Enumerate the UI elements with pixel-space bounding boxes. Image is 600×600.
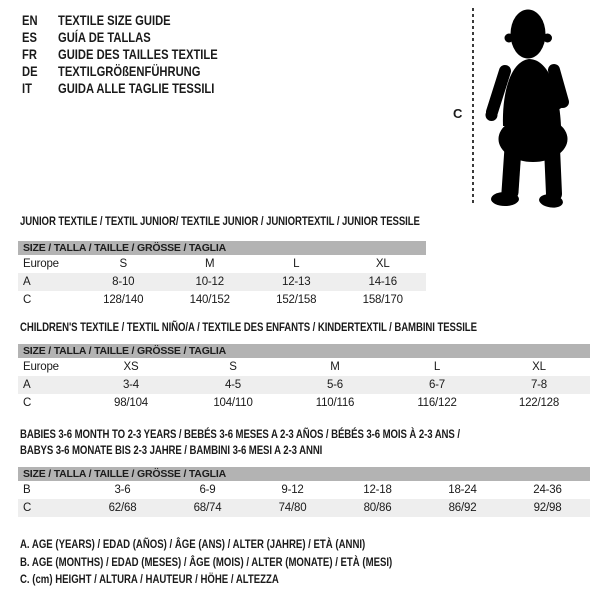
height-dashed-line (472, 8, 474, 206)
table-cell: 5-6 (326, 379, 344, 391)
table-row (18, 376, 590, 394)
guide-title-de: TEXTILGRÖßENFÜHRUNG (58, 63, 201, 79)
table-cell: S (229, 361, 237, 373)
row-label: C (23, 397, 32, 409)
table-cell: 110/116 (315, 397, 355, 409)
table-cell: 116/122 (417, 397, 457, 409)
row-label: B (23, 484, 31, 496)
legend-notes (20, 536, 392, 589)
table-cell: XS (123, 361, 139, 373)
junior-section-title: JUNIOR TEXTILE / TEXTIL JUNIOR/ TEXTILE JUNIOR / JUNIORTEXTIL / JUNIOR TESSILE (20, 214, 420, 228)
table-row (18, 394, 590, 412)
guide-title-en: TEXTILE SIZE GUIDE (58, 12, 171, 28)
table-cell: 74/80 (278, 502, 307, 514)
language-title-block (22, 12, 218, 97)
note-age-years: A. AGE (YEARS) / EDAD (AÑOS) / ÂGE (ANS) / ALTER (JAHRE) / ETÀ (ANNI) (20, 537, 366, 551)
row-label: Europe (23, 361, 59, 373)
table-cell: 86/92 (448, 502, 477, 514)
language-row-fr (22, 46, 218, 63)
table-cell: S (119, 258, 127, 270)
table-row (18, 358, 590, 376)
junior-size-table (18, 241, 426, 309)
table-cell: M (330, 361, 340, 373)
row-label: C (23, 502, 32, 514)
language-row-de (22, 63, 218, 80)
guide-title-fr: GUIDE DES TAILLES TEXTILE (58, 46, 218, 62)
note-age-months: B. AGE (MONTHS) / EDAD (MESES) / ÂGE (MOIS) / ALTER (MONATE) / ETÀ (MESI) (20, 554, 393, 569)
table-cell: XL (532, 361, 546, 373)
table-cell: 152/158 (276, 294, 317, 306)
children-section-title: CHILDREN'S TEXTILE / TEXTIL NIÑO/A / TEXTILE DES ENFANTS / KINDERTEXTIL / BAMBINI TESSILE (20, 320, 477, 334)
table-cell: XL (375, 258, 390, 270)
table-cell: 12-18 (363, 484, 392, 496)
babies-title-line-1: BABIES 3-6 MONTH TO 2-3 YEARS / BEBÉS 3-6 MESES A 2-3 AÑOS / BÉBÉS 3-6 MOIS À 2-3 ANS / (20, 427, 460, 441)
babies-section-title (20, 426, 460, 458)
table-cell: 122/128 (518, 397, 560, 409)
table-cell: 7-8 (530, 379, 548, 391)
table-header-bar: SIZE / TALLA / TAILLE / GRÖSSE / TAGLIA (18, 241, 426, 255)
table-cell: 80/86 (363, 502, 392, 514)
children-size-table (18, 344, 590, 412)
table-row (18, 255, 426, 273)
table-cell: 62/68 (108, 502, 137, 514)
table-cell: 24-36 (533, 484, 562, 496)
table-cell: M (205, 258, 215, 270)
row-label: A (23, 379, 31, 391)
language-code: EN (22, 12, 38, 28)
guide-title-it: GUIDA ALLE TAGLIE TESSILI (58, 80, 215, 96)
table-cell: L (293, 258, 300, 270)
toddler-silhouette-icon (484, 8, 580, 208)
language-row-it (22, 80, 218, 97)
table-cell: 12-13 (282, 276, 311, 288)
row-label: Europe (23, 258, 59, 270)
table-header-bar: SIZE / TALLA / TAILLE / GRÖSSE / TAGLIA (18, 344, 590, 358)
table-cell: 104/110 (213, 397, 253, 409)
table-cell: 3-4 (122, 379, 140, 391)
babies-title-line-2: BABYS 3-6 MONATE BIS 2-3 JAHRE / BAMBINI 3-6 MESI A 2-3 ANNI (20, 443, 323, 457)
height-measure-label: C (453, 106, 463, 121)
language-code: IT (22, 80, 32, 96)
table-cell: 92/98 (533, 502, 562, 514)
table-cell: 6-7 (428, 379, 446, 391)
table-row (18, 291, 426, 309)
language-row-en (22, 12, 218, 29)
table-header-bar: SIZE / TALLA / TAILLE / GRÖSSE / TAGLIA (18, 467, 590, 481)
table-cell: 140/152 (189, 294, 230, 306)
table-cell: 3-6 (114, 484, 131, 496)
table-cell: 10-12 (195, 276, 224, 288)
babies-size-table (18, 467, 590, 517)
table-cell: 4-5 (224, 379, 242, 391)
table-cell: 128/140 (103, 294, 144, 306)
language-code: FR (22, 46, 37, 62)
table-cell: 68/74 (193, 502, 222, 514)
language-code: DE (22, 63, 38, 79)
language-row-es (22, 29, 218, 46)
note-height-cm: C. (cm) HEIGHT / ALTURA / HAUTEUR / HÖHE / ALTEZZA (20, 572, 279, 586)
table-row (18, 481, 590, 499)
table-cell: L (433, 361, 441, 373)
table-cell: 18-24 (448, 484, 477, 496)
table-cell: 6-9 (199, 484, 216, 496)
table-cell: 158/170 (362, 294, 403, 306)
table-cell: 8-10 (112, 276, 135, 288)
table-cell: 98/104 (114, 397, 148, 409)
table-cell: 14-16 (368, 276, 397, 288)
table-cell: 9-12 (281, 484, 304, 496)
table-row (18, 499, 590, 517)
table-row (18, 273, 426, 291)
guide-title-es: GUÍA DE TALLAS (58, 29, 151, 45)
row-label: C (23, 294, 32, 306)
row-label: A (23, 276, 31, 288)
language-code: ES (22, 29, 37, 45)
